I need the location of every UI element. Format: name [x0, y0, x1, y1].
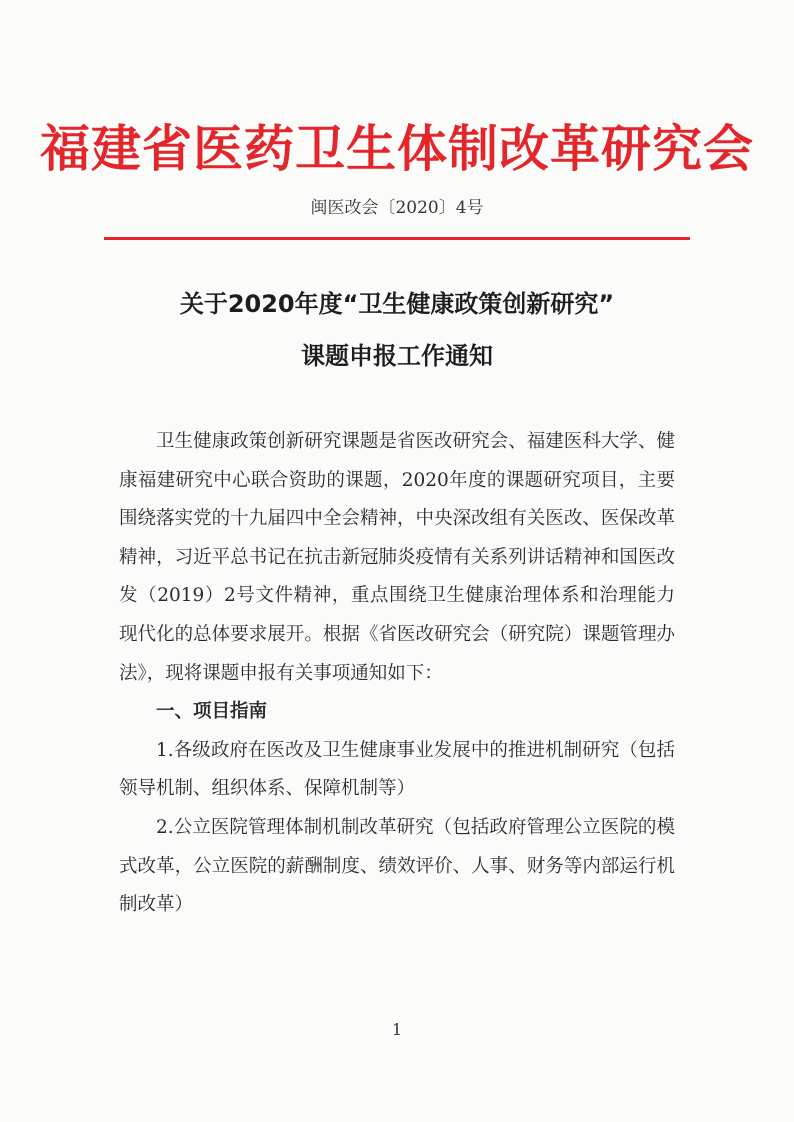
- document-number: 闽医改会〔2020〕4号: [310, 198, 484, 218]
- red-divider-line: [104, 237, 690, 240]
- organization-title: 福建省医药卫生体制改革研究会: [40, 119, 754, 178]
- page-number: 1: [391, 1020, 403, 1039]
- notice-title-line-2: 课题申报工作通知: [301, 342, 493, 370]
- guide-item-2: 2.公立医院管理体制机制改革研究（包括政府管理公立医院的模式改革，公立医院的薪酬制度、绩效评价、人事、财务等内部运行机制改革）: [119, 816, 675, 916]
- intro-paragraph: 卫生健康政策创新研究课题是省医改研究会、福建医科大学、健康福建研究中心联合资助的课题，2020年度的课题研究项目，主要围绕落实党的十九届四中全会精神，中央深改组有关医改、医保改革精神，习近平总书记在抗击新冠肺炎疫情有关系列讲话精神和国医改发（2019）2号文件精神，重点围绕卫生健康治理体系和治理能力现代化的总体要求展开。根据《省医改研究会（研究院）课题管理办法》，现将课题申报有关事项通知如下：: [119, 431, 675, 684]
- section-heading-project-guide: 一、项目指南: [156, 701, 268, 723]
- notice-title-line-1: 关于2020年度“卫生健康政策创新研究”: [179, 290, 615, 318]
- guide-item-1: 1.各级政府在医改及卫生健康事业发展中的推进机制研究（包括领导机制、组织体系、保障机制等）: [119, 739, 675, 800]
- document-body: [119, 423, 675, 925]
